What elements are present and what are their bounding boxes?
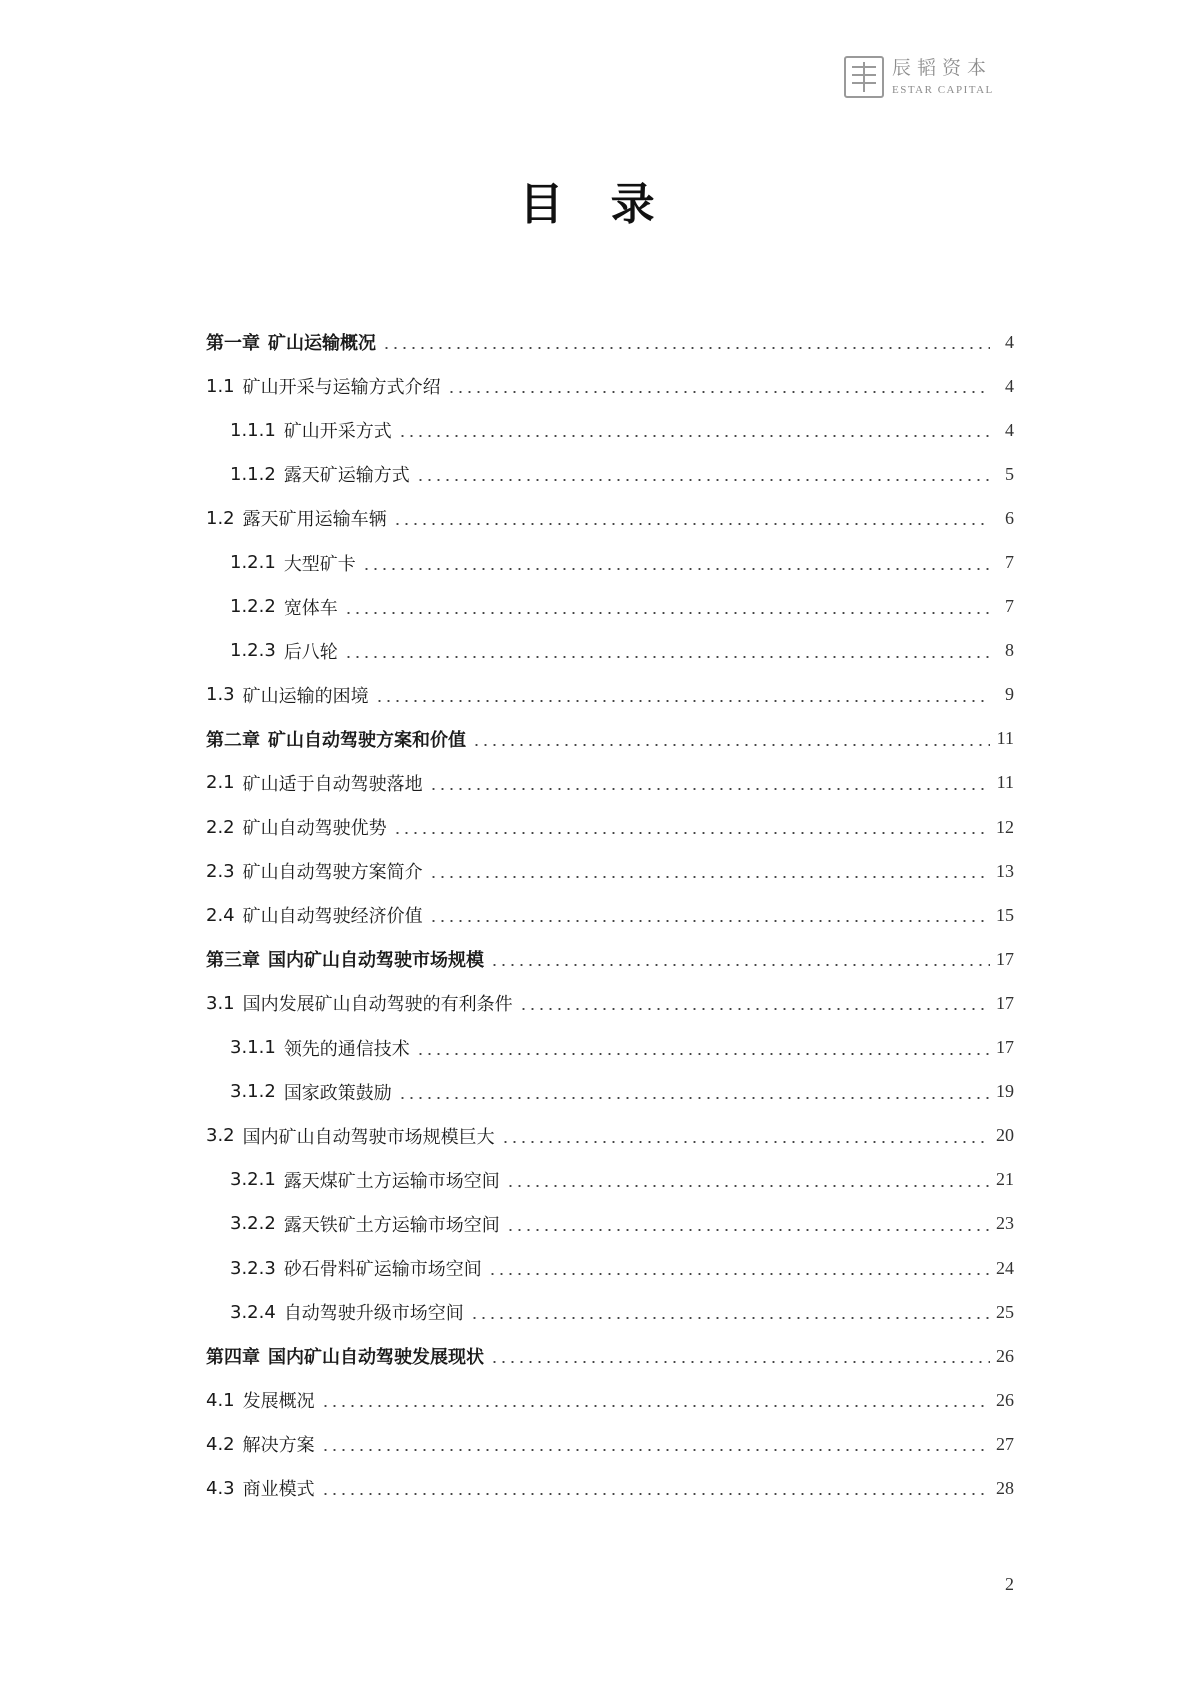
dot-leader [398, 435, 990, 437]
toc-entry-title: 矿山自动驾驶优势 [242, 818, 387, 840]
dot-leader [506, 1229, 990, 1231]
toc-entry-title: 矿山开采与运输方式介绍 [242, 377, 441, 399]
brand-name-en: ESTAR CAPITAL [892, 83, 994, 96]
seal-logo-icon [844, 56, 884, 98]
toc-entry-page: 6 [1005, 507, 1014, 528]
toc-entry[interactable] [206, 1026, 1014, 1070]
toc-entry-page: 4 [1005, 375, 1014, 396]
dot-leader [321, 1493, 990, 1495]
toc-entry-page: 17 [996, 948, 1014, 969]
toc-entry-title: 后八轮 [283, 641, 338, 663]
toc-entry[interactable] [206, 1334, 1014, 1378]
toc-entry-title: 砂石骨料矿运输市场空间 [283, 1259, 482, 1281]
dot-leader [375, 700, 990, 702]
dot-leader [398, 1097, 990, 1099]
toc-entry-page: 11 [996, 728, 1014, 749]
toc-entry[interactable] [206, 1466, 1014, 1510]
dot-leader [429, 920, 990, 922]
toc-entry[interactable] [206, 585, 1014, 629]
toc-entry-page: 4 [1005, 419, 1014, 440]
toc-entry-title: 矿山自动驾驶方案简介 [242, 862, 423, 884]
toc-entry-title: 自动驾驶升级市场空间 [283, 1303, 464, 1325]
toc-entry-page: 19 [996, 1081, 1014, 1102]
page-title: 目 录 [519, 179, 671, 230]
toc-entry-number: 3.2.3 [230, 1257, 276, 1279]
toc-entry-page: 12 [996, 816, 1014, 837]
toc-entry-title: 解决方案 [242, 1435, 315, 1457]
header-logo [844, 52, 1014, 102]
page-number: 2 [1005, 1574, 1014, 1594]
toc-entry-page: 24 [996, 1257, 1014, 1278]
toc-entry-number: 2.2 [206, 816, 235, 838]
toc-entry-page: 9 [1005, 684, 1014, 705]
toc-entry-number: 第三章 [206, 950, 260, 972]
toc-entry-title: 商业模式 [242, 1479, 315, 1501]
toc-entry[interactable] [206, 1202, 1014, 1246]
toc-entry-page: 8 [1005, 640, 1014, 661]
toc-entry-title: 国内发展矿山自动驾驶的有利条件 [242, 994, 513, 1016]
dot-leader [501, 1141, 990, 1143]
toc-entry[interactable] [206, 1158, 1014, 1202]
toc-entry[interactable] [206, 629, 1014, 673]
toc-entry-title: 宽体车 [283, 597, 338, 619]
dot-leader [447, 391, 990, 393]
dot-leader [429, 876, 990, 878]
toc-entry[interactable] [206, 408, 1014, 452]
dot-leader [416, 479, 990, 481]
toc-entry-number: 第四章 [206, 1347, 260, 1369]
toc-entry-title: 国内矿山自动驾驶发展现状 [268, 1347, 484, 1369]
toc-entry-page: 23 [996, 1213, 1014, 1234]
toc-entry-title: 发展概况 [242, 1391, 315, 1413]
toc-entry[interactable] [206, 364, 1014, 408]
toc-entry-page: 20 [996, 1125, 1014, 1146]
toc-entry-title: 领先的通信技术 [283, 1038, 410, 1060]
dot-leader [321, 1405, 990, 1407]
toc-entry-number: 4.3 [206, 1477, 235, 1499]
toc-entry[interactable] [206, 805, 1014, 849]
toc-entry-title: 矿山开采方式 [283, 421, 392, 443]
toc-entry-number: 1.1.1 [230, 419, 276, 441]
dot-leader [321, 1449, 990, 1451]
toc-entry[interactable] [206, 1246, 1014, 1290]
toc-entry-page: 17 [996, 1037, 1014, 1058]
toc-entry-page: 26 [996, 1389, 1014, 1410]
dot-leader [429, 788, 990, 790]
toc-entry-number: 第一章 [206, 333, 260, 355]
dot-leader [519, 1008, 990, 1010]
toc-entry-page: 4 [1005, 331, 1014, 352]
toc-entry-number: 1.2.3 [230, 640, 276, 662]
toc-entry[interactable] [206, 320, 1014, 364]
toc-entry-page: 27 [996, 1433, 1014, 1454]
toc-entry[interactable] [206, 937, 1014, 981]
toc-entry[interactable] [206, 981, 1014, 1025]
toc-entry-title: 露天矿运输方式 [283, 465, 410, 487]
toc-entry-page: 21 [996, 1169, 1014, 1190]
dot-leader [393, 832, 990, 834]
dot-leader [393, 523, 990, 525]
toc-entry[interactable] [206, 1114, 1014, 1158]
dot-leader [344, 656, 990, 658]
toc-entry-number: 4.1 [206, 1389, 235, 1411]
toc-entry[interactable] [206, 496, 1014, 540]
toc-entry-page: 11 [996, 772, 1014, 793]
toc-entry-number: 1.2 [206, 507, 235, 529]
toc-entry-number: 2.3 [206, 860, 235, 882]
table-of-contents [206, 320, 1014, 1511]
toc-entry-title: 矿山适于自动驾驶落地 [242, 773, 423, 795]
toc-entry[interactable] [206, 673, 1014, 717]
toc-entry-page: 5 [1005, 463, 1014, 484]
toc-entry-page: 26 [996, 1345, 1014, 1366]
toc-entry-page: 7 [1005, 596, 1014, 617]
dot-leader [490, 1361, 990, 1363]
dot-leader [470, 1317, 990, 1319]
toc-entry-number: 第二章 [206, 729, 260, 751]
toc-entry-title: 矿山自动驾驶经济价值 [242, 906, 423, 928]
dot-leader [344, 612, 990, 614]
toc-entry-title: 矿山自动驾驶方案和价值 [268, 729, 466, 751]
dot-leader [490, 964, 990, 966]
toc-entry-title: 矿山运输的困境 [242, 685, 369, 707]
toc-entry[interactable] [206, 1422, 1014, 1466]
toc-entry-number: 3.1.1 [230, 1037, 276, 1059]
toc-entry-title: 矿山运输概况 [268, 333, 376, 355]
toc-entry-number: 3.1 [206, 992, 235, 1014]
toc-entry-number: 3.2.4 [230, 1301, 276, 1323]
toc-entry-number: 4.2 [206, 1433, 235, 1455]
toc-entry-title: 大型矿卡 [283, 553, 356, 575]
toc-entry[interactable] [206, 1378, 1014, 1422]
toc-entry-page: 15 [996, 904, 1014, 925]
toc-entry-page: 17 [996, 992, 1014, 1013]
toc-entry-number: 1.1 [206, 375, 235, 397]
dot-leader [472, 744, 990, 746]
toc-entry-title: 露天铁矿土方运输市场空间 [283, 1214, 500, 1236]
brand-name-cn: 辰韬资本 [892, 56, 993, 79]
toc-entry[interactable] [206, 717, 1014, 761]
toc-entry-number: 1.2.1 [230, 552, 276, 574]
toc-entry[interactable] [206, 452, 1014, 496]
toc-entry-title: 露天矿用运输车辆 [242, 509, 387, 531]
dot-leader [362, 568, 990, 570]
dot-leader [488, 1273, 990, 1275]
toc-entry[interactable] [206, 540, 1014, 584]
dot-leader [416, 1053, 990, 1055]
toc-entry-page: 7 [1005, 552, 1014, 573]
toc-entry-number: 3.2.2 [230, 1213, 276, 1235]
toc-entry-number: 1.3 [206, 684, 235, 706]
toc-entry-number: 3.1.2 [230, 1081, 276, 1103]
toc-entry-title: 露天煤矿土方运输市场空间 [283, 1170, 500, 1192]
toc-entry[interactable] [206, 761, 1014, 805]
toc-entry-title: 国内矿山自动驾驶市场规模 [268, 950, 484, 972]
toc-entry-page: 25 [996, 1301, 1014, 1322]
brand-text [892, 56, 994, 96]
toc-entry-page: 28 [996, 1477, 1014, 1498]
toc-entry-number: 3.2.1 [230, 1169, 276, 1191]
toc-entry[interactable] [206, 893, 1014, 937]
toc-entry-number: 1.1.2 [230, 463, 276, 485]
dot-leader [382, 347, 990, 349]
toc-entry-number: 3.2 [206, 1125, 235, 1147]
toc-entry-page: 13 [996, 860, 1014, 881]
dot-leader [506, 1185, 990, 1187]
toc-entry[interactable] [206, 849, 1014, 893]
toc-entry-title: 国内矿山自动驾驶市场规模巨大 [242, 1126, 495, 1148]
toc-entry-number: 2.4 [206, 904, 235, 926]
toc-entry[interactable] [206, 1290, 1014, 1334]
toc-entry[interactable] [206, 1070, 1014, 1114]
toc-entry-number: 1.2.2 [230, 596, 276, 618]
toc-entry-number: 2.1 [206, 772, 235, 794]
toc-entry-title: 国家政策鼓励 [283, 1082, 392, 1104]
